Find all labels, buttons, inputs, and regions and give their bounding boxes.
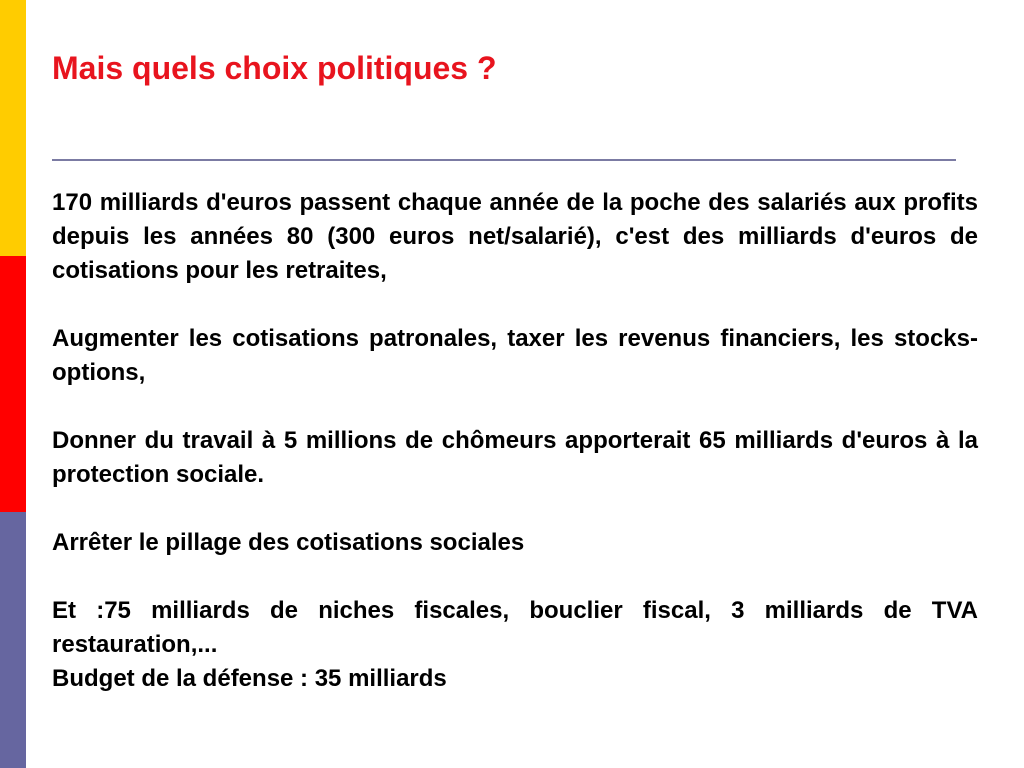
slide-body bbox=[52, 186, 978, 696]
side-bar-red-segment bbox=[0, 256, 26, 512]
paragraph-patronal-contributions: Augmenter les cotisations patronales, taxer les revenus financiers, les stocks-options, bbox=[52, 325, 978, 386]
title-divider bbox=[52, 159, 956, 161]
slide-title: Mais quels choix politiques ? bbox=[52, 50, 497, 86]
side-color-bar bbox=[0, 0, 26, 768]
paragraph-stop-pillage: Arrêter le pillage des cotisations sociales bbox=[52, 529, 525, 556]
paragraph-unemployment-jobs: Donner du travail à 5 millions de chômeurs apporterait 65 milliards d'euros à la protection sociale. bbox=[52, 427, 978, 488]
paragraph-tax-niches: Et :75 milliards de niches fiscales, bouclier fiscal, 3 milliards de TVA restauration,... bbox=[52, 597, 978, 658]
paragraph-defense-budget: Budget de la défense : 35 milliards bbox=[52, 665, 447, 692]
side-bar-yellow-segment bbox=[0, 0, 26, 256]
paragraph-salaries-profits: 170 milliards d'euros passent chaque année de la poche des salariés aux profits depuis les années 80 (300 euros net/salarié), c'est des milliards d'euros de cotisations pour les retraites, bbox=[52, 189, 978, 284]
side-bar-blue-segment bbox=[0, 512, 26, 768]
